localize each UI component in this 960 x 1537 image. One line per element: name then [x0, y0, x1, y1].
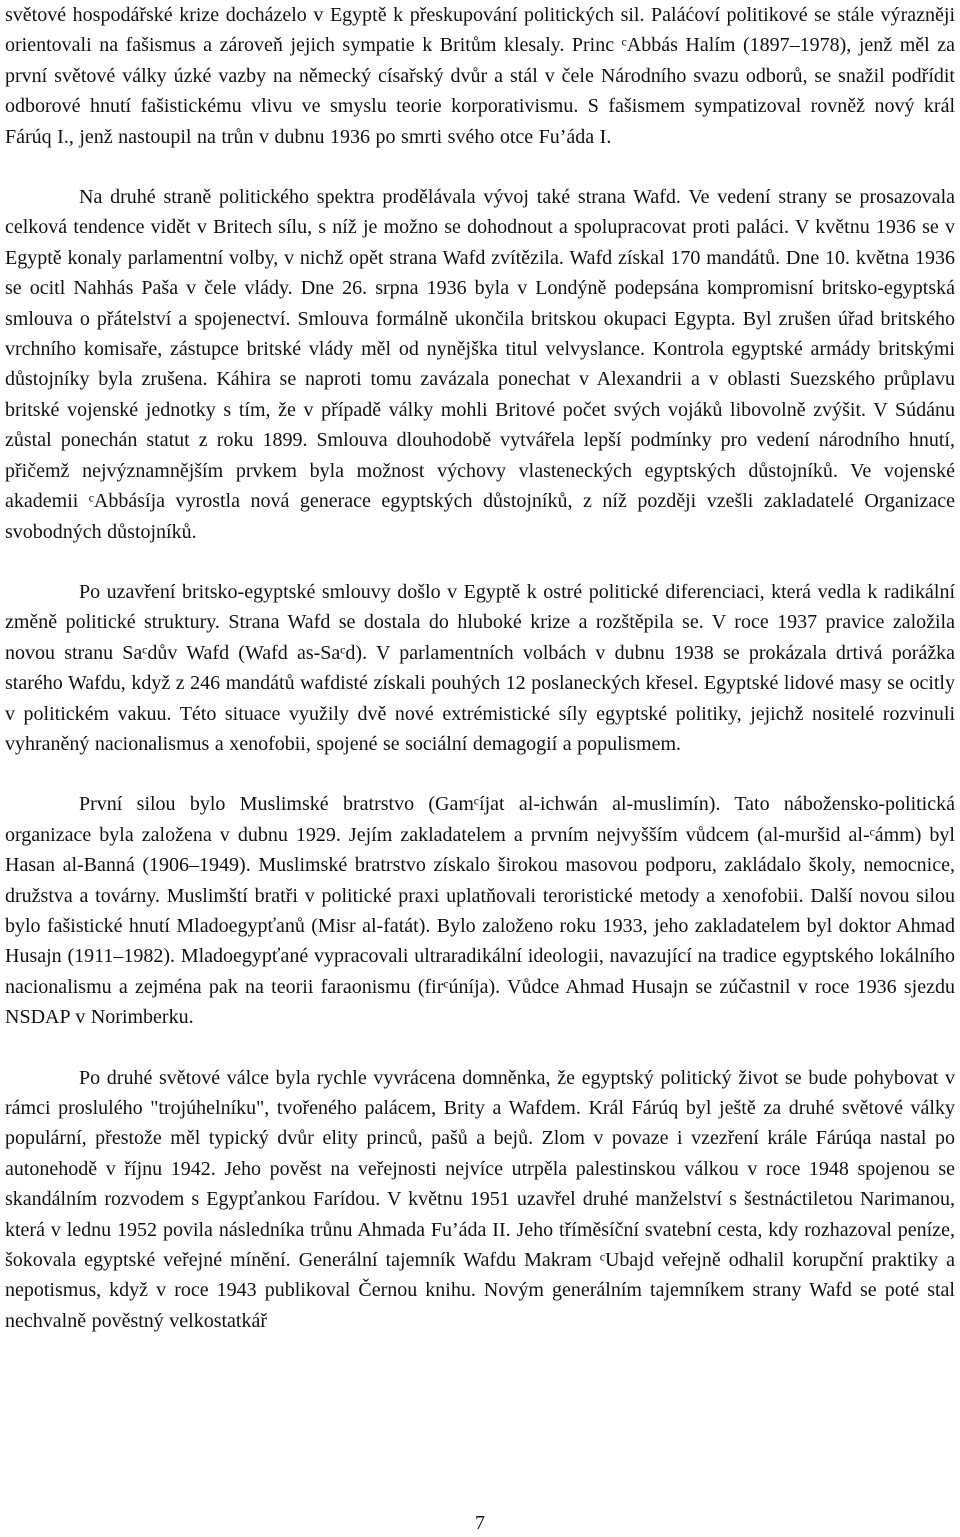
- paragraph-4: První silou bylo Muslimské bratrstvo (Gamᶜíjat al-ichwán al-muslimín). Tato nábožensko-politická organizace byla založena v dubnu 1929. Jejím zakladatelem a prvním nejvyšším vůdcem (al-muršid al-ᶜámm) byl Hasan al-Banná (1906–1949). Muslimské bratrstvo získalo širokou masovou podporu, zakládalo školy, nemocnice, družstva a továrny. Muslimští bratři v politické praxi uplatňovali teroristické metody a xenofobii. Další novou silou bylo fašistické hnutí Mladoegypťanů (Misr al-fatát). Bylo založeno roku 1933, jeho zakladatelem byl doktor Ahmad Husajn (1911–1982). Mladoegypťané vypracovali ultraradikální ideologii, navazující na tradice egyptského lokálního nacionalismu a zejména pak na teorii faraonismu (firᶜúníja). Vůdce Ahmad Husajn se zúčastnil v roce 1936 sjezdu NSDAP v Norimberku.: [5, 793, 955, 1029]
- paragraph-gap: [5, 759, 955, 789]
- paragraph-gap: [5, 547, 955, 577]
- document-page: [5, 0, 955, 1336]
- paragraph-1: světové hospodářské krize docházelo v Egyptě k přeskupování politických sil. Paláćoví politikové se stále výrazněji orientovali na fašismus a zároveň jejich sympatie k Britům klesaly. Princ ᶜAbbás Halím (1897–1978), jenž měl za první světové války úzké vazby na německý císařský dvůr a stál v čele Národního svazu odborů, se snažil podřídit odborové hnutí fašistickému vlivu ve smyslu teorie korporativismu. S fašismem sympatizoval rovněž nový král Fárúq I., jenž nastoupil na trůn v dubnu 1936 po smrti svého otce Fu’áda I.: [5, 4, 955, 148]
- page-number: 7: [475, 1512, 485, 1534]
- paragraph-2: Na druhé straně politického spektra prodělávala vývoj také strana Wafd. Ve vedení strany se prosazovala celková tendence vidět v Britech sílu, s níž je možno se dohodnout a spolupracovat proti paláci. V květnu 1936 se v Egyptě konaly parlamentní volby, v nichž opět strana Wafd zvítězila. Wafd získal 170 mandátů. Dne 10. května 1936 se ocitl Nahhás Paša v čele vlády. Dne 26. srpna 1936 byla v Londýně podepsána kompromisní britsko-egyptská smlouva o přátelství a spojenectví. Smlouva formálně ukončila britskou okupaci Egypta. Byl zrušen úřad britského vrchního komisaře, zástupce britské vlády měl od nynějška titul velvyslance. Kontrola egyptské armády britskými důstojníky byla zrušena. Káhira se naproti tomu zavázala ponechat v Alexandrii a v oblasti Suezského průplavu britské vojenské jednotky s tím, že v případě války mohli Britové počet svých vojáků libovolně zvýšit. V Súdánu zůstal ponechán statut z roku 1899. Smlouva dlouhodobě vytvářela lepší podmínky pro vedení národního hnutí, přičemž nejvýznamnějším prvkem byla možnost výchovy vlasteneckých egyptských důstojníků. Ve vojenské akademii ᶜAbbásíja vyrostla nová generace egyptských důstojníků, z níž později vzešli zakladatelé Organizace svobodných důstojníků.: [5, 186, 955, 543]
- paragraph-gap: [5, 1033, 955, 1063]
- paragraph-5: Po druhé světové válce byla rychle vyvrácena domněnka, že egyptský politický život se bude pohybovat v rámci proslulého "trojúhelníku", tvořeného palácem, Brity a Wafdem. Král Fárúq byl ještě za druhé světové války populární, přestože měl typický dvůr elity princů, pašů a bejů. Zlom v povaze i vzezření krále Fárúqa nastal po autonehodě v říjnu 1942. Jeho pověst na veřejnosti nejvíce utrpěla palestinskou válkou v roce 1948 spojenou se skandálním rozvodem s Egypťankou Farídou. V květnu 1951 uzavřel druhé manželství s šestnáctiletou Narimanou, která v lednu 1952 povila následníka trůnu Ahmada Fu’áda II. Jeho tříměsíční svatební cesta, kdy rozhazoval peníze, šokovala egyptské veřejné mínění. Generální tajemník Wafdu Makram ᶜUbajd veřejně odhalil korupční praktiky a nepotismus, když v roce 1943 publikoval Černou knihu. Novým generálním tajemníkem strany Wafd se poté stal nechvalně pověstný velkostatkář: [5, 1066, 955, 1332]
- paragraph-gap: [5, 152, 955, 182]
- paragraph-3: Po uzavření britsko-egyptské smlouvy došlo v Egyptě k ostré politické diferenciaci, která vedla k radikální změně politické struktury. Strana Wafd se dostala do hluboké krize a rozštěpila se. V roce 1937 pravice založila novou stranu Saᶜdův Wafd (Wafd as-Saᶜd). V parlamentních volbách v dubnu 1938 se prokázala drtivá porážka starého Wafdu, když z 246 mandátů wafdisté získali pouhých 12 poslaneckých křesel. Egyptské lidové masy se ocitly v politickém vakuu. Této situace využily dvě nové extrémistické síly egyptské politiky, jejichž nositelé rozvinuli vyhraněný nacionalismus a xenofobii, spojené se sociální demagogií a populismem.: [5, 580, 955, 755]
